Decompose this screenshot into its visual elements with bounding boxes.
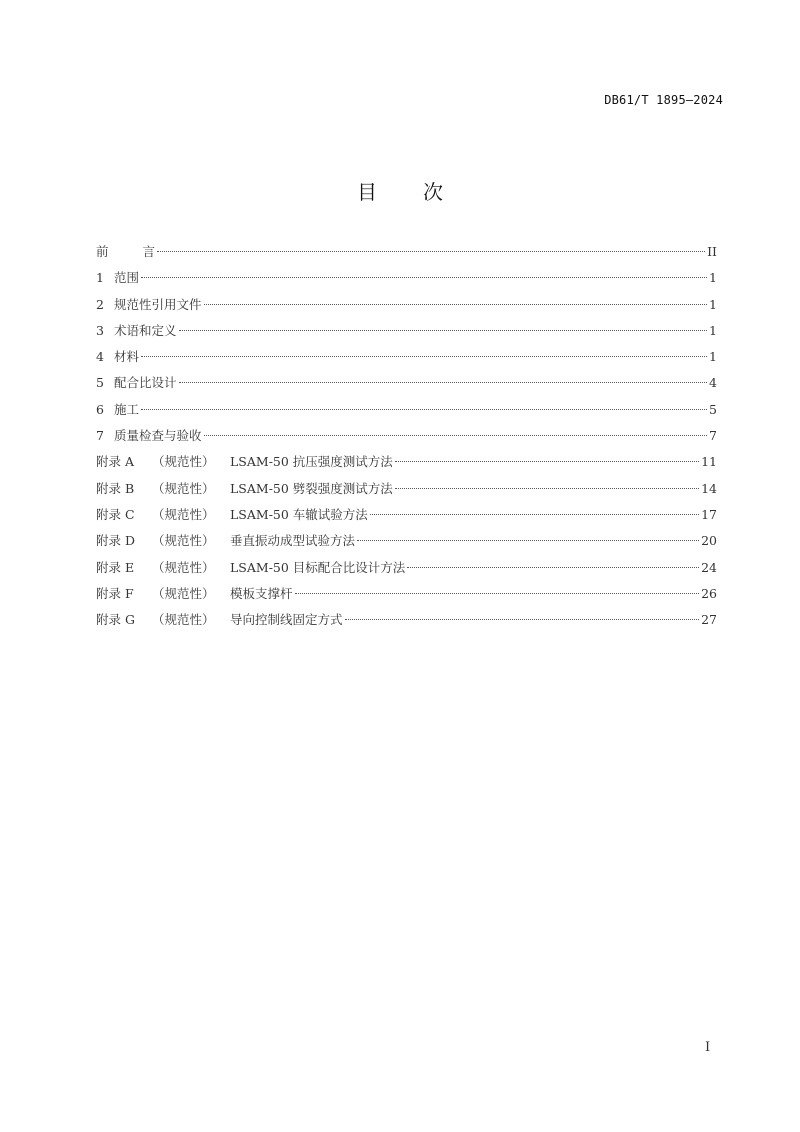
toc-label: 施工 (114, 401, 140, 417)
dot-leader (395, 461, 699, 462)
appendix-label: 附录 C (96, 506, 135, 522)
toc-entry-appendix-d[interactable] (96, 528, 717, 554)
toc-number: 1 (96, 270, 104, 286)
toc-label: LSAM-50 劈裂强度测试方法 (230, 480, 393, 496)
dot-leader (141, 277, 707, 278)
appendix-type: （规范性） (152, 480, 215, 496)
dot-leader (204, 435, 707, 436)
toc-label: 垂直振动成型试验方法 (230, 533, 356, 549)
standard-code: DB61/T 1895—2024 (604, 93, 723, 107)
toc-entry-appendix-a[interactable] (96, 449, 717, 475)
dot-leader (179, 330, 707, 331)
appendix-label: 附录 F (96, 585, 134, 601)
toc-page: 7 (709, 428, 717, 444)
toc-number: 4 (96, 349, 104, 365)
dot-leader (395, 488, 699, 489)
toc-number: 5 (96, 375, 104, 391)
toc-page: 24 (701, 559, 717, 575)
toc-label: LSAM-50 抗压强度测试方法 (230, 454, 393, 470)
title-char-1: 目 (357, 180, 377, 204)
toc-entry-appendix-g[interactable] (96, 607, 717, 633)
toc-page: 20 (701, 533, 717, 549)
dot-leader (141, 356, 707, 357)
toc-entry-chapter-5[interactable] (96, 370, 717, 396)
title-char-2: 次 (423, 180, 443, 204)
toc-entry-appendix-f[interactable] (96, 581, 717, 607)
appendix-label: 附录 D (96, 533, 135, 549)
toc-page: 11 (701, 454, 717, 470)
toc-entry-preface[interactable] (96, 239, 717, 265)
appendix-label: 附录 E (96, 559, 135, 575)
dot-leader (179, 382, 707, 383)
toc-label: LSAM-50 车辙试验方法 (230, 506, 368, 522)
toc-label: 范围 (114, 270, 140, 286)
appendix-type: （规范性） (152, 454, 215, 470)
dot-leader (370, 514, 699, 515)
toc-page: 1 (709, 322, 717, 338)
toc-page: 14 (701, 480, 717, 496)
toc-number: 2 (96, 296, 104, 312)
toc-entry-chapter-4[interactable] (96, 344, 717, 370)
toc-label: 模板支撑杆 (230, 585, 293, 601)
dot-leader (204, 304, 707, 305)
toc-entry-chapter-6[interactable] (96, 397, 717, 423)
toc-page: 1 (709, 349, 717, 365)
appendix-type: （规范性） (152, 585, 215, 601)
toc-entry-chapter-1[interactable] (96, 265, 717, 291)
toc-label: 前 言 (96, 244, 156, 259)
toc-page: II (707, 244, 717, 259)
toc-label: 质量检查与验收 (114, 428, 202, 444)
appendix-label: 附录 B (96, 480, 135, 496)
toc-entry-appendix-b[interactable] (96, 476, 717, 502)
toc-page: 4 (709, 375, 717, 391)
appendix-type: （规范性） (152, 506, 215, 522)
appendix-label: 附录 G (96, 612, 135, 628)
appendix-type: （规范性） (152, 559, 215, 575)
dot-leader (345, 619, 700, 620)
dot-leader (141, 409, 707, 410)
toc-entry-chapter-7[interactable] (96, 423, 717, 449)
toc-entry-chapter-3[interactable] (96, 318, 717, 344)
toc-label: 术语和定义 (114, 322, 177, 338)
page-title (0, 176, 800, 205)
toc-label: 规范性引用文件 (114, 296, 202, 312)
toc-page: 1 (709, 270, 717, 286)
toc-entry-appendix-e[interactable] (96, 555, 717, 581)
toc-label: LSAM-50 目标配合比设计方法 (230, 559, 406, 575)
toc-label: 配合比设计 (114, 375, 177, 391)
toc-number: 3 (96, 322, 104, 338)
dot-leader (407, 567, 699, 568)
appendix-type: （规范性） (152, 612, 215, 628)
appendix-type: （规范性） (152, 533, 215, 549)
toc-page: 27 (701, 612, 717, 628)
appendix-label: 附录 A (96, 454, 135, 470)
toc-entry-chapter-2[interactable] (96, 292, 717, 318)
dot-leader (357, 540, 699, 541)
toc-label: 材料 (114, 349, 140, 365)
toc-number: 7 (96, 428, 104, 444)
toc-page: 1 (709, 296, 717, 312)
toc-page: 17 (701, 506, 717, 522)
page-number: I (705, 1040, 711, 1055)
toc-page: 5 (709, 401, 717, 417)
table-of-contents (96, 239, 717, 633)
toc-label: 导向控制线固定方式 (230, 612, 343, 628)
dot-leader (157, 251, 705, 252)
toc-page: 26 (701, 585, 717, 601)
dot-leader (295, 593, 700, 594)
toc-entry-appendix-c[interactable] (96, 502, 717, 528)
toc-number: 6 (96, 401, 104, 417)
